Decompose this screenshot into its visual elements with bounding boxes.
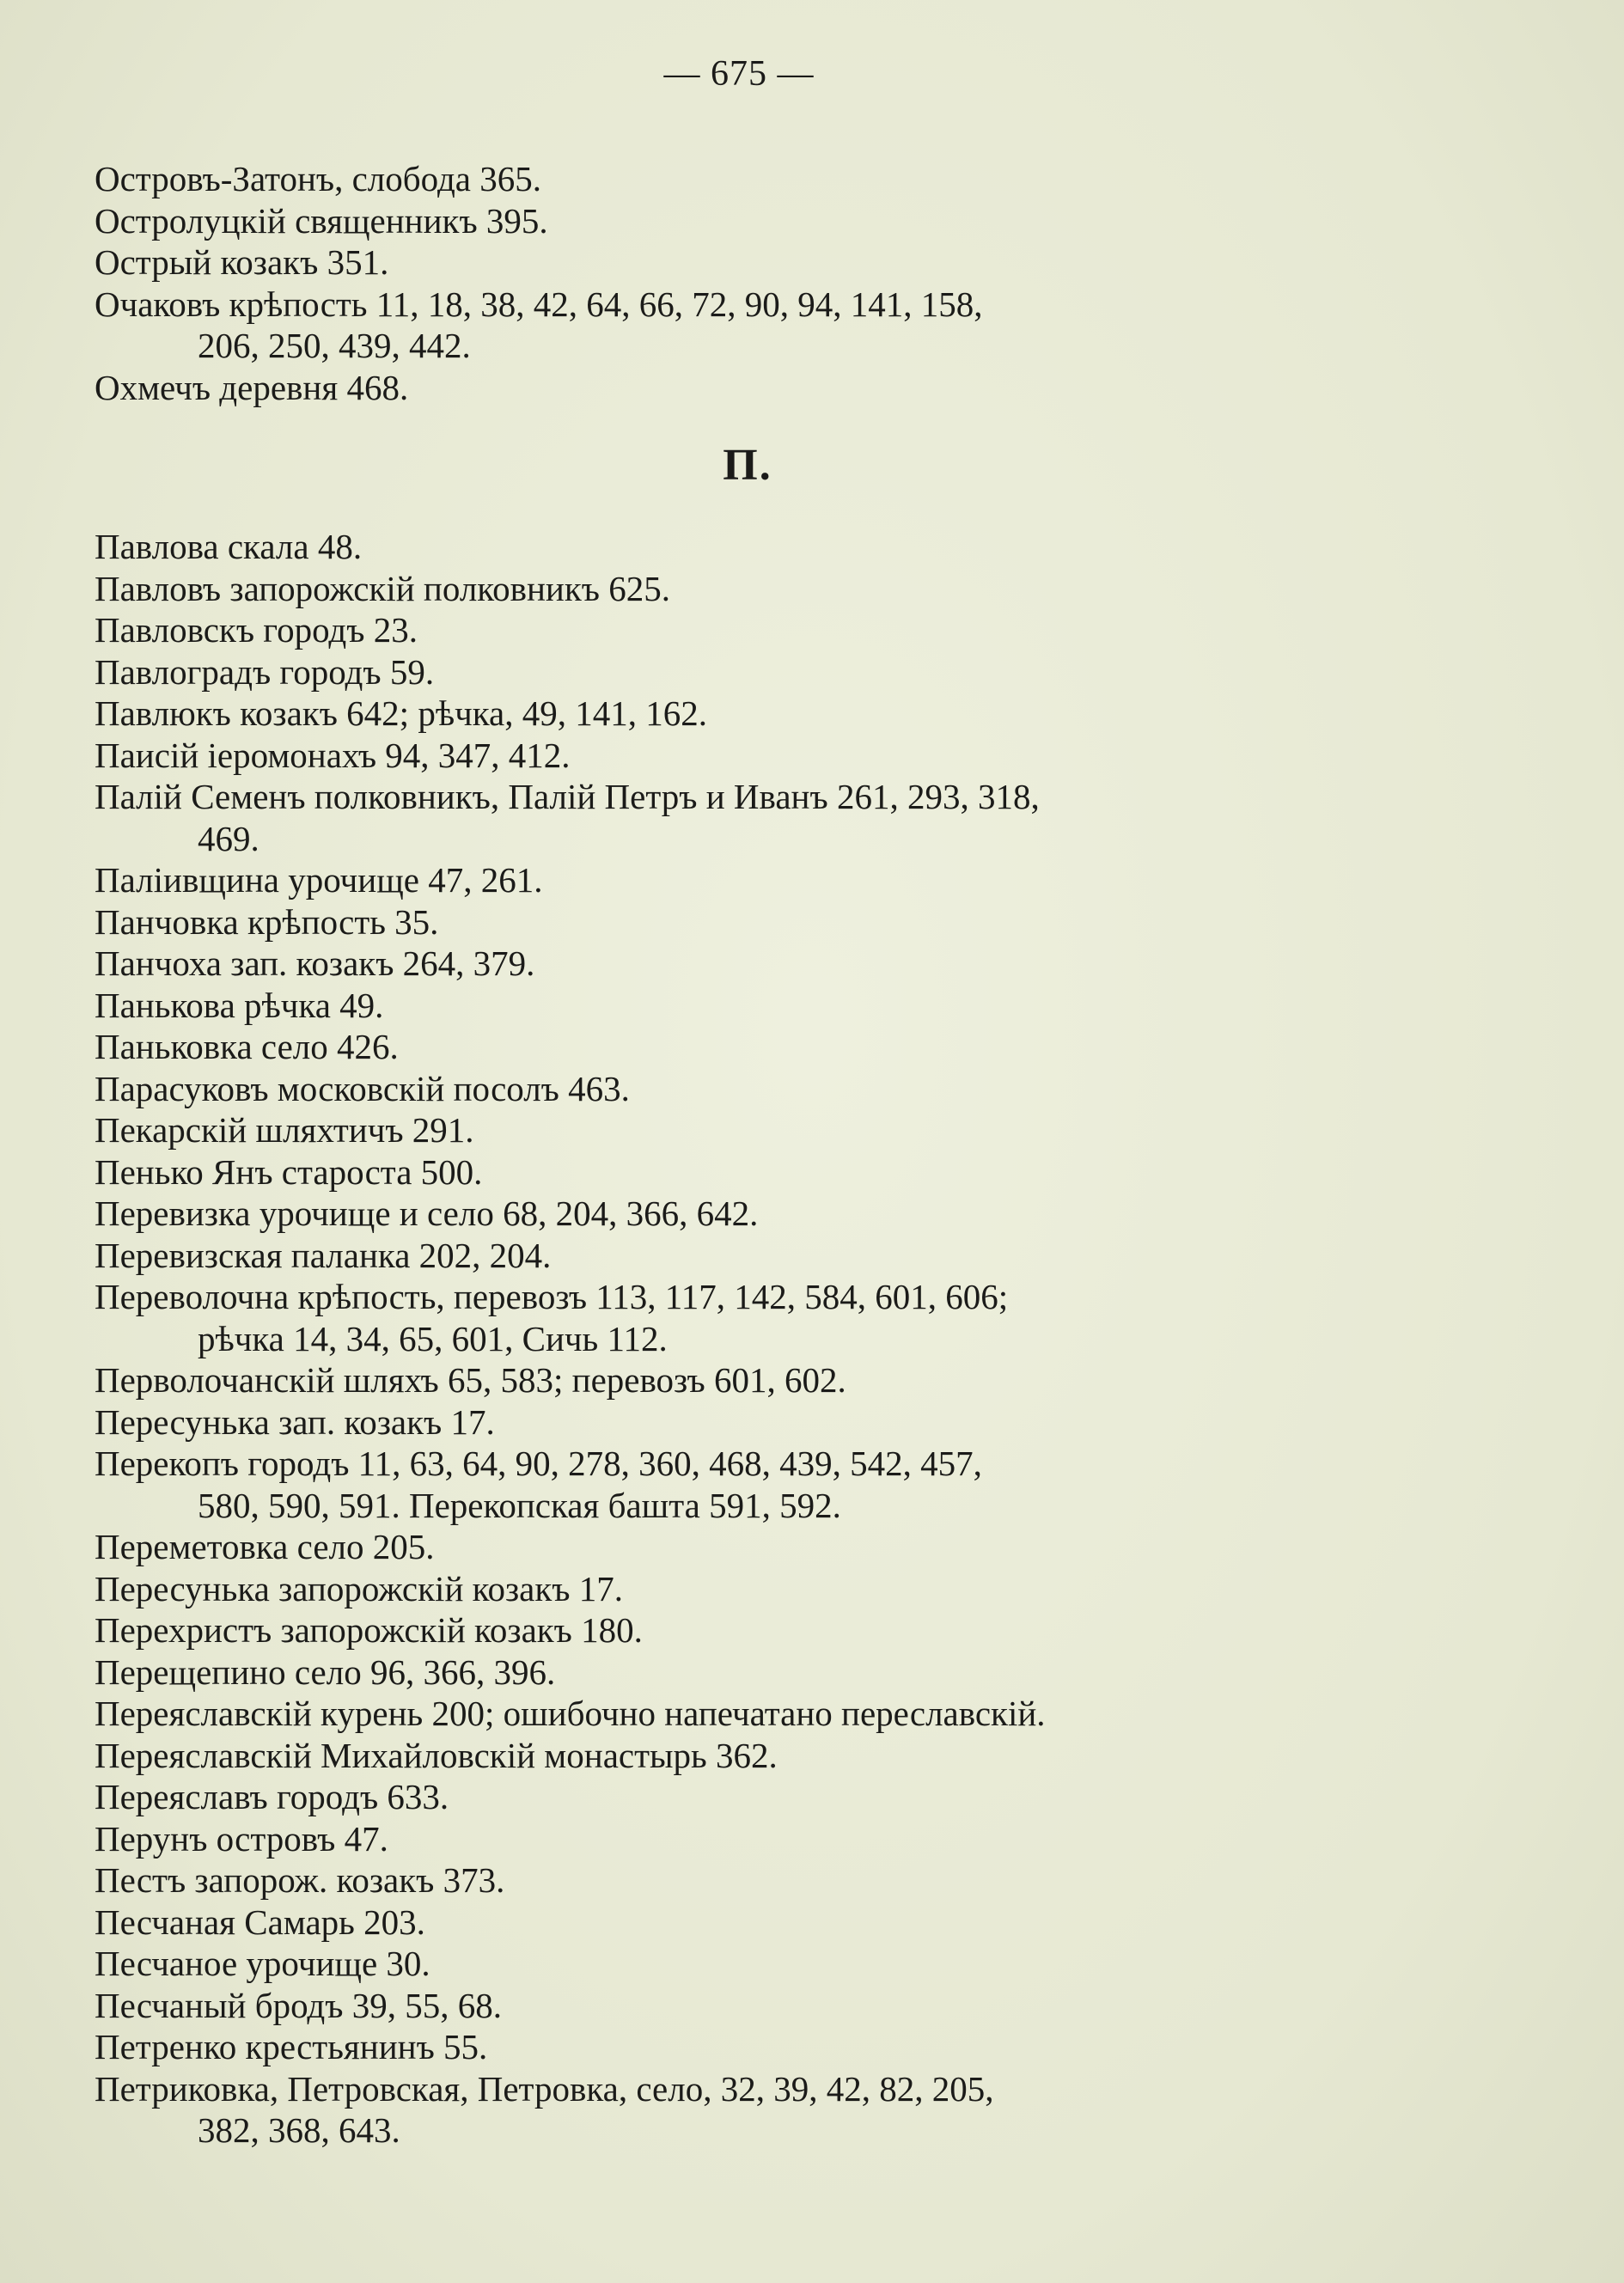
index-entry bbox=[95, 943, 1418, 985]
index-entry-text: Переяславскій курень 200; ошибочно напечатано переславскій. bbox=[95, 1694, 1046, 1733]
index-entry-text: Пересунька зап. козакъ 17. bbox=[95, 1401, 495, 1442]
index-entry bbox=[95, 609, 1418, 651]
index-entry-text: Перекопъ городъ 11, 63, 64, 90, 278, 360, 468, 439, 542, 457, bbox=[95, 1444, 982, 1483]
index-entry bbox=[95, 1359, 1418, 1401]
index-entry-text: Павловскъ городъ 23. bbox=[95, 610, 418, 650]
index-entry bbox=[95, 158, 1418, 200]
index-entry bbox=[95, 651, 1418, 693]
index-entry-text: Переяславъ городъ 633. bbox=[95, 1777, 449, 1816]
index-entry bbox=[95, 735, 1418, 777]
index-entry-text: Петриковка, Петровская, Петровка, село, 32, 39, 42, 82, 205, bbox=[95, 2068, 994, 2109]
index-entry-text: Панчовка крѣпость 35. bbox=[95, 901, 439, 942]
index-entry-text: Палій Семенъ полковникъ, Палій Петръ и Иванъ 261, 293, 318, bbox=[95, 777, 1040, 816]
index-entry bbox=[95, 241, 1418, 284]
index-entry-text: Пенько Янъ староста 500. bbox=[95, 1151, 483, 1192]
index-entry bbox=[95, 1735, 1418, 1777]
index-entry-text: Паньковка село 426. bbox=[95, 1027, 399, 1066]
index-entry-text: Песчаный бродъ 39, 55, 68. bbox=[95, 1985, 502, 2025]
index-entry bbox=[95, 985, 1418, 1027]
index-entry-text: Песчаная Самарь 203. bbox=[95, 1901, 425, 1942]
index-entry-text: Островъ-Затонъ, слобода 365. bbox=[95, 159, 542, 198]
index-entry bbox=[95, 1443, 1418, 1526]
index-entry bbox=[95, 2026, 1418, 2068]
index-entry bbox=[95, 1068, 1418, 1110]
index-entry bbox=[95, 1568, 1418, 1610]
index-entry bbox=[95, 1109, 1418, 1151]
index-entry-text: Переяславскій Михайловскій монастырь 362. bbox=[95, 1735, 778, 1775]
index-entry-continuation: рѣчка 14, 34, 65, 601, Сичь 112. bbox=[198, 1318, 668, 1358]
index-entry-text: Перевизка урочище и село 68, 204, 366, 642. bbox=[95, 1193, 759, 1233]
index-entry bbox=[95, 2068, 1418, 2152]
index-entry-text: Павлюкъ козакъ 642; рѣчка, 49, 141, 162. bbox=[95, 693, 707, 733]
index-entry-continuation: 469. bbox=[198, 818, 259, 858]
index-entry-continuation: 580, 590, 591. Перекопская башта 591, 592. bbox=[198, 1485, 841, 1525]
index-entry bbox=[95, 1901, 1418, 1944]
index-section-o bbox=[95, 158, 1418, 408]
index-entry-text: Перунъ островъ 47. bbox=[95, 1818, 388, 1859]
index-entry bbox=[95, 901, 1418, 943]
index-entry bbox=[95, 1193, 1418, 1235]
index-entry-text: Панькова рѣчка 49. bbox=[95, 985, 384, 1025]
index-entry bbox=[95, 526, 1418, 568]
index-entry bbox=[95, 1276, 1418, 1359]
index-entry-text: Панчоха зап. козакъ 264, 379. bbox=[95, 943, 535, 983]
index-entry-text: Палiивщина урочище 47, 261. bbox=[95, 860, 543, 900]
index-entry-text: Переволочна крѣпость, перевозъ 113, 117, 142, 584, 601, 606; bbox=[95, 1277, 1009, 1316]
index-entry bbox=[95, 568, 1418, 610]
index-entry-text: Пекарскій шляхтичъ 291. bbox=[95, 1110, 474, 1150]
index-entry bbox=[95, 200, 1418, 242]
index-entry bbox=[95, 1151, 1418, 1193]
index-entry-continuation: 382, 368, 643. bbox=[198, 2110, 400, 2150]
index-entry bbox=[95, 693, 1418, 735]
index-entry-text: Песчаное урочище 30. bbox=[95, 1944, 430, 1983]
page-number: — 675 — bbox=[663, 54, 815, 94]
index-entry bbox=[95, 1943, 1418, 1985]
index-entry bbox=[95, 1026, 1418, 1068]
index-entry-text: Парасуковъ московскій посолъ 463. bbox=[95, 1068, 630, 1108]
index-entry bbox=[95, 1235, 1418, 1277]
index-entry-text: Павлоградъ городъ 59. bbox=[95, 651, 435, 692]
index-entry bbox=[95, 776, 1418, 859]
index-entry bbox=[95, 1693, 1418, 1735]
index-entry-text: Острый козакъ 351. bbox=[95, 242, 389, 282]
index-section-p bbox=[95, 526, 1418, 2152]
index-entry-text: Очаковъ крѣпость 11, 18, 38, 42, 64, 66, 72, 90, 94, 141, 158, bbox=[95, 284, 983, 324]
index-entry-text: Переметовка село 205. bbox=[95, 1527, 435, 1566]
index-entry bbox=[95, 284, 1418, 367]
index-entry bbox=[95, 1859, 1418, 1901]
index-entry-text: Пересунька запорожскій козакъ 17. bbox=[95, 1568, 623, 1608]
index-entry-text: Паисій іеромонахъ 94, 347, 412. bbox=[95, 735, 571, 775]
index-entry-text: Перехристъ запорожскій козакъ 180. bbox=[95, 1610, 643, 1650]
index-entry-text: Перевизская паланка 202, 204. bbox=[95, 1235, 552, 1275]
index-entry bbox=[95, 1818, 1418, 1860]
index-entry bbox=[95, 367, 1418, 409]
index-entry-text: Перещепино село 96, 366, 396. bbox=[95, 1651, 556, 1692]
index-entry-text: Охмечъ деревня 468. bbox=[95, 367, 409, 407]
index-entry bbox=[95, 1651, 1418, 1694]
index-entry bbox=[95, 1609, 1418, 1651]
index-entry bbox=[95, 1401, 1418, 1444]
index-entry-text: Павловъ запорожскій полковникъ 625. bbox=[95, 568, 670, 608]
index-entry bbox=[95, 1776, 1418, 1818]
index-entry bbox=[95, 1985, 1418, 2027]
section-heading-p: П. bbox=[723, 441, 772, 490]
index-entry-text: Остролуцкій священникъ 395. bbox=[95, 200, 548, 241]
index-entry-text: Перволочанскій шляхъ 65, 583; перевозъ 601, 602. bbox=[95, 1360, 846, 1400]
index-entry-text: Петренко крестьянинъ 55. bbox=[95, 2027, 488, 2066]
index-entry-text: Пестъ запорож. козакъ 373. bbox=[95, 1860, 505, 1900]
index-entry-continuation: 206, 250, 439, 442. bbox=[198, 326, 471, 365]
index-entry-text: Павлова скала 48. bbox=[95, 527, 363, 566]
index-entry bbox=[95, 1526, 1418, 1568]
index-entry bbox=[95, 859, 1418, 901]
